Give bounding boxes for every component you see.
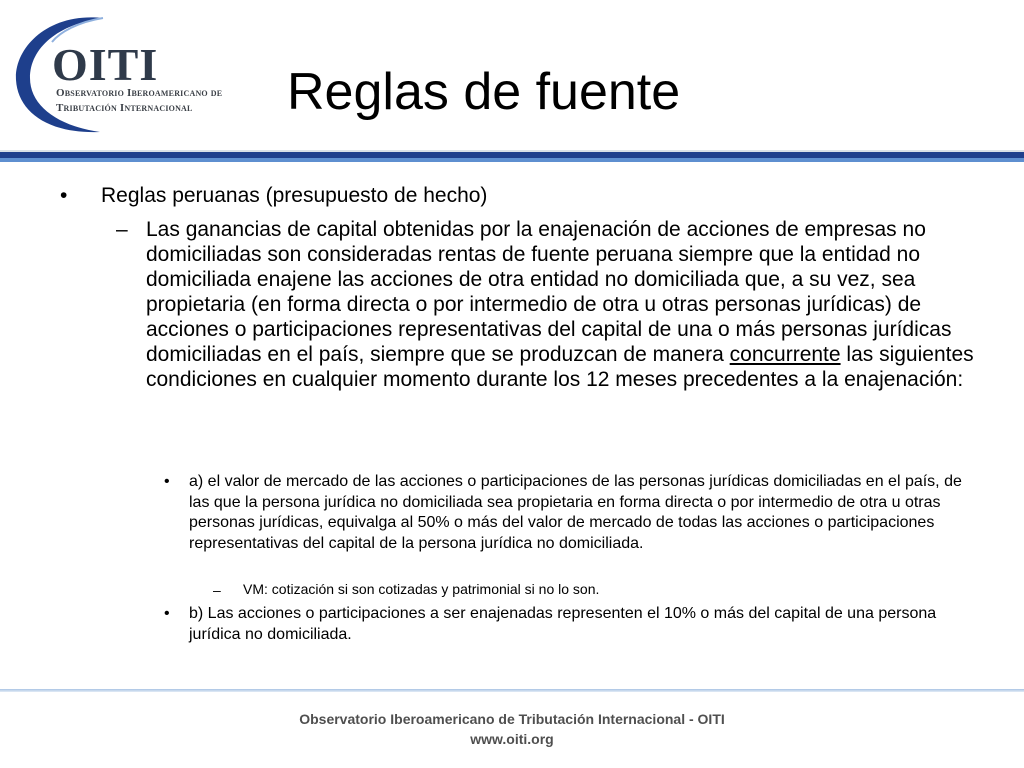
oiti-logo [8,8,238,136]
dash-icon: – [116,218,128,241]
condition-b: b) Las acciones o participaciones a ser enajenadas representen el 10% o más del capital de una persona jurídica no domiciliada. [189,605,937,643]
logo-subtitle-line2: Tributación Internacional [56,102,193,114]
logo-wordmark: OITI [52,39,159,90]
slide-title: Reglas de fuente [287,63,681,121]
footer-organization: Observatorio Iberoamericano de Tributación Internacional - OITI [299,711,725,727]
condition-a: a) el valor de mercado de las acciones o participaciones de las personas jurídicas domiciliadas en el país, de las que la persona jurídica no domiciliada sea propietaria en forma directa o por intermedio de otra u otras personas jurídicas, equivalga al 50% o más del valor de mercado de todas las acciones o participaciones representativas del capital de la persona jurídica no domiciliada. [189,473,962,552]
bullet-heading: Reglas peruanas (presupuesto de hecho) [101,184,488,207]
header-divider [0,150,1024,162]
underlined-word: concurrente [729,343,841,366]
footer-divider [0,689,1024,692]
condition-a-note: VM: cotización si son cotizadas y patrimonial si no lo son. [243,581,600,597]
logo-subtitle-line1: Observatorio Iberoamericano de [56,87,223,99]
main-paragraph [146,217,986,392]
paragraph-text-end: las siguientes condiciones en cualquier momento durante los 12 meses precedentes a la enajenación: [146,343,974,391]
footer-url: www.oiti.org [470,731,554,747]
bullet-icon: • [60,184,68,207]
dash-icon: – [213,582,221,598]
bullet-icon: • [164,473,170,490]
bullet-icon: • [164,605,170,622]
paragraph-text-start: Las ganancias de capital obtenidas por la enajenación de acciones de empresas no domiciliadas son consideradas rentas de fuente peruana siempre que la entidad no domiciliada enajene las acciones de otra entidad no domiciliada que, a su vez, sea propietaria (en forma directa o por intermedio de otra u otras personas jurídicas) de acciones o participaciones representativas del capital de una o más personas jurídicas domiciliadas en el país, siempre que se produzcan de manera [146,218,952,366]
